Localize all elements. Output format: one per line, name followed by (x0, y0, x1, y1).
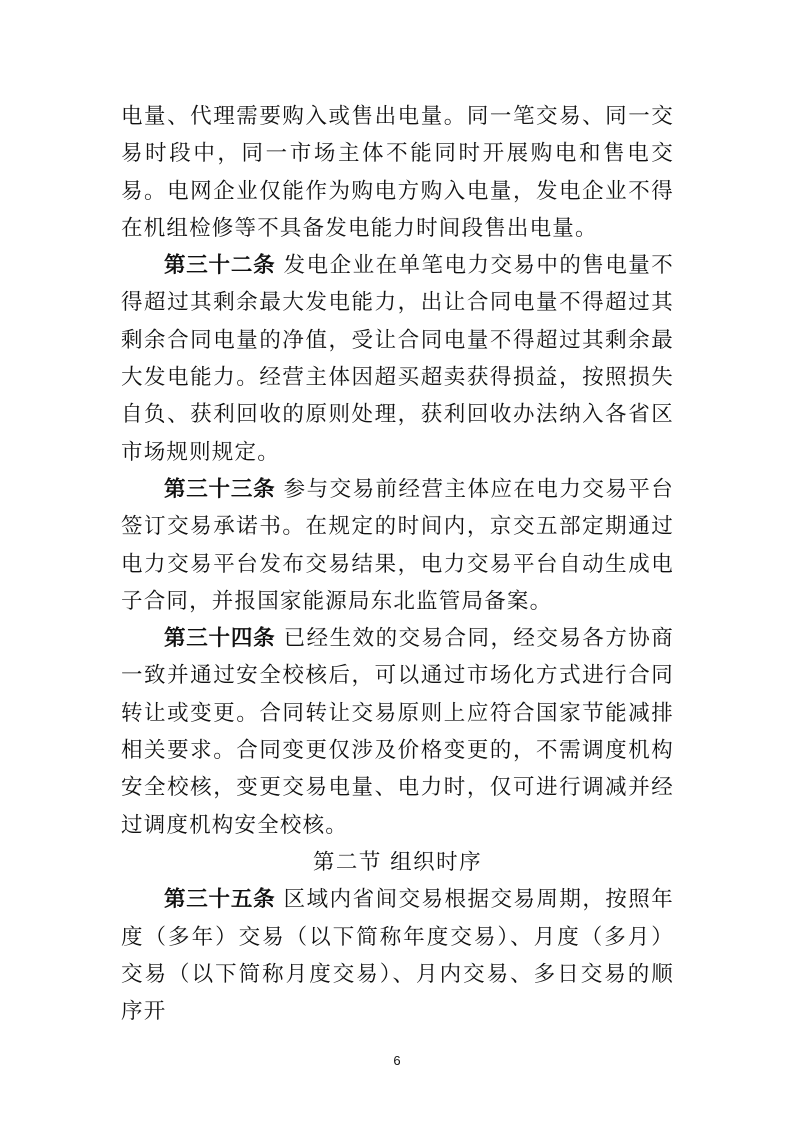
article-number: 第三十二条 (164, 253, 276, 279)
paragraph-text: 区域内省间交易根据交易周期，按照年度（多年）交易（以下简称年度交易）、月度（多月）交易（以下简称月度交易）、月内交易、多日交易的顺序开 (121, 887, 674, 1025)
section-heading: 第二节 组织时序 (312, 849, 483, 875)
article-34-paragraph (121, 620, 674, 844)
article-number: 第三十三条 (164, 476, 276, 502)
paragraph-text: 已经生效的交易合同，经交易各方协商一致并通过安全校核后，可以通过市场化方式进行合同转让或变更。合同转让交易原则上应符合国家节能减排相关要求。合同变更仅涉及价格变更的，不需调度机构安全校核，变更交易电量、电力时，仅可进行调减并经过调度机构安全校核。 (121, 626, 674, 838)
paragraph-continuation (121, 98, 674, 247)
paragraph-text: 发电企业在单笔电力交易中的售电量不得超过其剩余最大发电能力，出让合同电量不得超过其剩余合同电量的净值，受让合同电量不得超过其剩余最大发电能力。经营主体因超买超卖获得损益，按照损失自负、获利回收的原则处理，获利回收办法纳入各省区市场规则规定。 (121, 253, 674, 465)
article-35-paragraph (121, 881, 674, 1030)
paragraph-text: 参与交易前经营主体应在电力交易平台签订交易承诺书。在规定的时间内，京交五部定期通过电力交易平台发布交易结果，电力交易平台自动生成电子合同，并报国家能源局东北监管局备案。 (121, 476, 674, 614)
article-32-paragraph (121, 247, 674, 471)
paragraph-text: 电量、代理需要购入或售出电量。同一笔交易、同一交易时段中，同一市场主体不能同时开展购电和售电交易。电网企业仅能作为购电方购入电量，发电企业不得在机组检修等不具备发电能力时间段售出电量。 (121, 104, 674, 241)
article-number: 第三十四条 (164, 626, 276, 652)
document-body (121, 98, 674, 1030)
article-number: 第三十五条 (164, 887, 276, 913)
page-number: 6 (393, 1053, 401, 1068)
article-33-paragraph (121, 471, 674, 620)
